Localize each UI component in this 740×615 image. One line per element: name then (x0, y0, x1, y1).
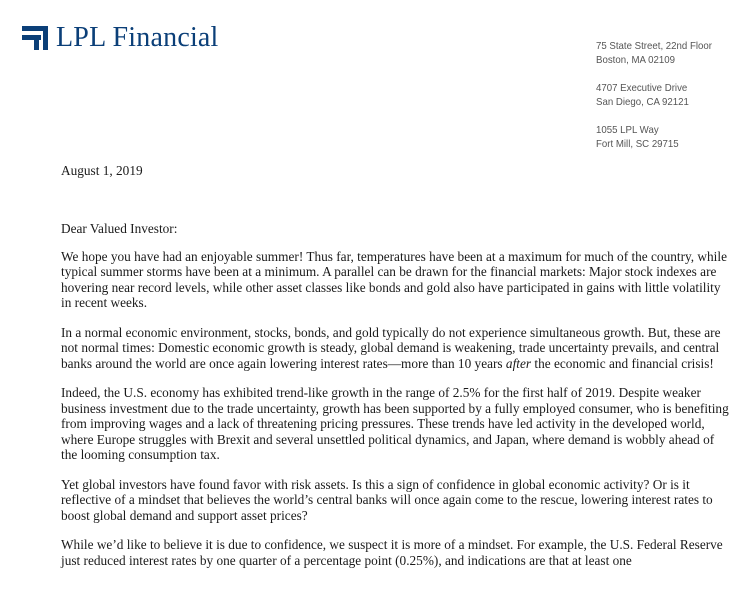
paragraph-5: While we’d like to believe it is due to confidence, we suspect it is more of a mindset. For example, the U.S. Federal Reserve just reduced interest rates by one quarter of a percentage point (0.25%), and indications are that at least one (61, 537, 723, 568)
company-logo (22, 24, 219, 52)
letter-body (61, 221, 729, 582)
address-boston: 75 State Street, 22nd Floor Boston, MA 02109 (596, 40, 712, 66)
address-fort-mill: 1055 LPL Way Fort Mill, SC 29715 (596, 124, 679, 150)
company-name: LPL Financial (56, 22, 219, 53)
salutation: Dear Valued Investor: (61, 221, 178, 236)
lpl-logo-icon (22, 26, 48, 50)
paragraph-2: In a normal economic environment, stocks, bonds, and gold typically do not experience simultaneous growth. But, these are not normal times: Domestic economic growth is steady, global demand is weakening, trade uncertainty prevails, and central banks around the world are once again lowering interest rates—more than 10 years after the economic and financial crisis! (61, 324, 721, 371)
paragraph-1: We hope you have had an enjoyable summer! Thus far, temperatures have been at a maximum for much of the country, while typical summer storms have been at a minimum. A parallel can be drawn for the financial markets: Major stock indexes are hovering near record levels, while other asset classes like bonds and gold also have participated in gains with little volatility in recent weeks. (61, 248, 727, 310)
emphasis-after: after (505, 355, 532, 371)
office-addresses (596, 39, 722, 165)
paragraph-3: Indeed, the U.S. economy has exhibited trend-like growth in the range of 2.5% for the first half of 2019. Despite weaker business investment due to the trade uncertainty, growth has been supported by a fully employed consumer, who is benefiting from improving wages and a lack of threatening pricing pressures. These trends have led activity in the developed world, where Europe struggles with Brexit and several unsettled political dynamics, and Japan, where demand is wobbly ahead of the looming consumption tax. (61, 385, 729, 462)
paragraph-4: Yet global investors have found favor with risk assets. Is this a sign of confidence in global economic activity? Or is it reflective of a mindset that believes the world’s central banks will once again come to the rescue, lowering interest rates to boost global demand and support asset prices? (61, 476, 713, 523)
letter-date: August 1, 2019 (61, 163, 143, 178)
address-san-diego: 4707 Executive Drive San Diego, CA 92121 (596, 82, 689, 108)
